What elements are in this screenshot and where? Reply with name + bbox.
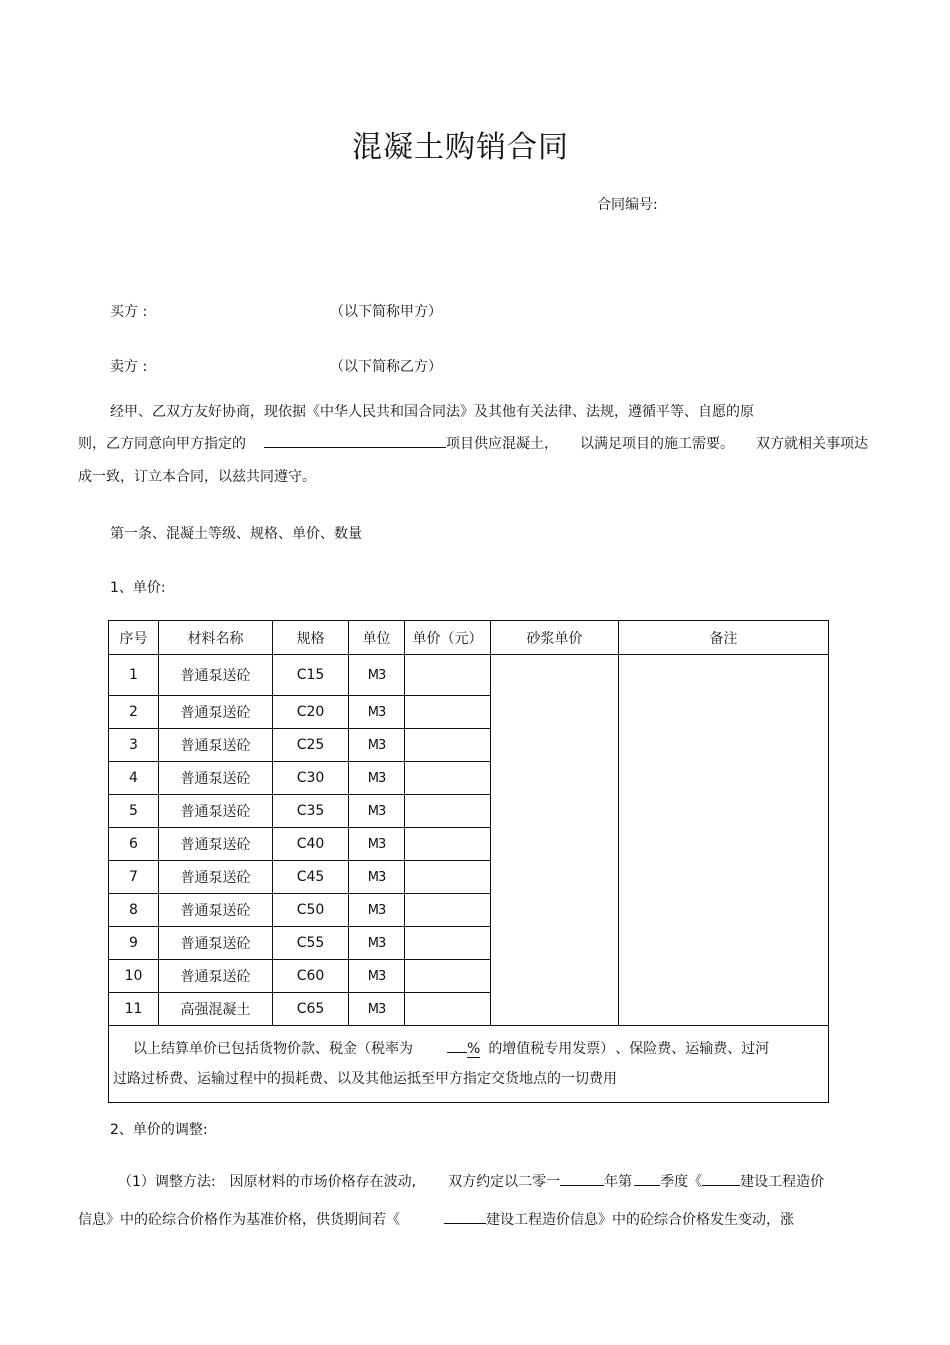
header-material: 材料名称 — [159, 621, 273, 655]
row-price — [405, 795, 491, 828]
row-spec: C65 — [273, 993, 349, 1026]
row-material: 普通泵送砼 — [159, 795, 273, 828]
row-material: 普通泵送砼 — [159, 762, 273, 795]
row-unit: M3 — [349, 960, 405, 993]
seller-note: （以下简称乙方） — [330, 359, 442, 375]
adjust-line-1 — [118, 1171, 824, 1191]
adjust-reason: 因原材料的市场价格存在波动, — [229, 1174, 417, 1190]
intro-line-1: 经甲、乙双方友好协商，现依据《中华人民共和国合同法》及其他有关法律、法规，遵循平等、自愿的原 — [110, 404, 754, 420]
row-spec: C45 — [273, 861, 349, 894]
row-unit: M3 — [349, 696, 405, 729]
row-unit: M3 — [349, 894, 405, 927]
adjust-method-label: （1）调整方法: — [118, 1174, 216, 1190]
row-spec: C15 — [273, 655, 349, 696]
row-no: 2 — [109, 696, 159, 729]
row-spec: C55 — [273, 927, 349, 960]
adjust-year-label: 年第 — [604, 1174, 633, 1190]
header-unit-price: 单价（元） — [405, 621, 491, 655]
note-part-a: 以上结算单价已包括货物价款、税金（税率为 — [133, 1041, 413, 1057]
intro-line-2a: 则，乙方同意向甲方指定的 — [78, 436, 246, 452]
row-no: 11 — [109, 993, 159, 1026]
row-material: 普通泵送砼 — [159, 927, 273, 960]
row-material: 普通泵送砼 — [159, 861, 273, 894]
row-no: 8 — [109, 894, 159, 927]
note-line-2: 过路过桥费、运输过程中的损耗费、以及其他运抵至甲方指定交货地点的一切费用 — [113, 1071, 617, 1087]
row-price — [405, 828, 491, 861]
buyer-label: 买方 : — [110, 304, 148, 320]
row-no: 6 — [109, 828, 159, 861]
row-price — [405, 762, 491, 795]
table-note-row — [109, 1026, 829, 1103]
contract-number-label: 合同编号: — [597, 197, 658, 213]
article-1-heading: 第一条、混凝土等级、规格、单价、数量 — [110, 526, 362, 542]
row-price — [405, 696, 491, 729]
intro-line-2d: 双方就相关事项达 — [756, 436, 868, 452]
row-no: 5 — [109, 795, 159, 828]
table-header-row — [109, 621, 829, 655]
intro-line-3: 成一致，订立本合同，以兹共同遵守。 — [78, 469, 316, 485]
row-material: 普通泵送砼 — [159, 960, 273, 993]
section-2-heading: 2、单价的调整: — [110, 1122, 208, 1138]
project-name-blank — [264, 433, 446, 448]
row-price — [405, 894, 491, 927]
note-percent: % — [467, 1041, 481, 1057]
note-part-c: 、保险费、运输费、过河 — [615, 1041, 770, 1057]
header-unit: 单位 — [349, 621, 405, 655]
row-material: 高强混凝土 — [159, 993, 273, 1026]
seller-label: 卖方 : — [110, 359, 148, 375]
row-price — [405, 861, 491, 894]
row-unit: M3 — [349, 861, 405, 894]
row-unit: M3 — [349, 762, 405, 795]
row-material: 普通泵送砼 — [159, 655, 273, 696]
intro-line-2b: 项目供应混凝土， — [446, 436, 558, 452]
region-blank-2 — [444, 1209, 486, 1224]
adjust-line-2a: 信息》中的砼综合价格作为基准价格，供货期间若《 — [78, 1212, 400, 1228]
buyer-note: （以下简称甲方） — [330, 304, 442, 320]
region-blank — [702, 1171, 740, 1186]
table-row — [109, 655, 829, 696]
quarter-blank — [634, 1171, 660, 1186]
row-no: 1 — [109, 655, 159, 696]
row-material: 普通泵送砼 — [159, 894, 273, 927]
intro-line-2 — [78, 433, 868, 453]
remarks-cell — [619, 655, 829, 1026]
row-unit: M3 — [349, 927, 405, 960]
year-blank — [560, 1171, 604, 1186]
adjust-quarter-label: 季度《 — [660, 1174, 703, 1190]
row-no: 7 — [109, 861, 159, 894]
row-spec: C40 — [273, 828, 349, 861]
row-price — [405, 927, 491, 960]
row-no: 9 — [109, 927, 159, 960]
row-material: 普通泵送砼 — [159, 828, 273, 861]
adjust-cost-label: 建设工程造价 — [740, 1174, 825, 1190]
row-spec: C20 — [273, 696, 349, 729]
header-mortar-price: 砂浆单价 — [491, 621, 619, 655]
adjust-line-2b: 建设工程造价信息》中的砼综合价格发生变动，涨 — [486, 1212, 794, 1228]
intro-line-2c: 以满足项目的施工需要。 — [580, 436, 734, 452]
row-unit: M3 — [349, 655, 405, 696]
row-spec: C30 — [273, 762, 349, 795]
row-unit: M3 — [349, 795, 405, 828]
row-material: 普通泵送砼 — [159, 696, 273, 729]
mortar-price-cell — [491, 655, 619, 1026]
row-no: 4 — [109, 762, 159, 795]
table-note — [109, 1026, 829, 1103]
tax-rate-blank — [447, 1038, 467, 1053]
row-spec: C25 — [273, 729, 349, 762]
page-title: 混凝土购销合同 — [352, 130, 569, 165]
row-unit: M3 — [349, 828, 405, 861]
row-no: 3 — [109, 729, 159, 762]
row-price — [405, 960, 491, 993]
row-unit: M3 — [349, 993, 405, 1026]
row-unit: M3 — [349, 729, 405, 762]
row-price — [405, 655, 491, 696]
row-spec: C60 — [273, 960, 349, 993]
price-table — [108, 620, 829, 1103]
row-no: 10 — [109, 960, 159, 993]
header-spec: 规格 — [273, 621, 349, 655]
row-material: 普通泵送砼 — [159, 729, 273, 762]
row-price — [405, 729, 491, 762]
row-spec: C50 — [273, 894, 349, 927]
row-price — [405, 993, 491, 1026]
adjust-line-2 — [78, 1209, 794, 1229]
section-1-heading: 1、单价: — [110, 580, 166, 596]
row-spec: C35 — [273, 795, 349, 828]
header-remarks: 备注 — [619, 621, 829, 655]
adjust-agreed: 双方约定以二零一 — [448, 1174, 561, 1190]
header-no: 序号 — [109, 621, 159, 655]
note-part-b: 的增值税专用发票） — [488, 1041, 608, 1057]
